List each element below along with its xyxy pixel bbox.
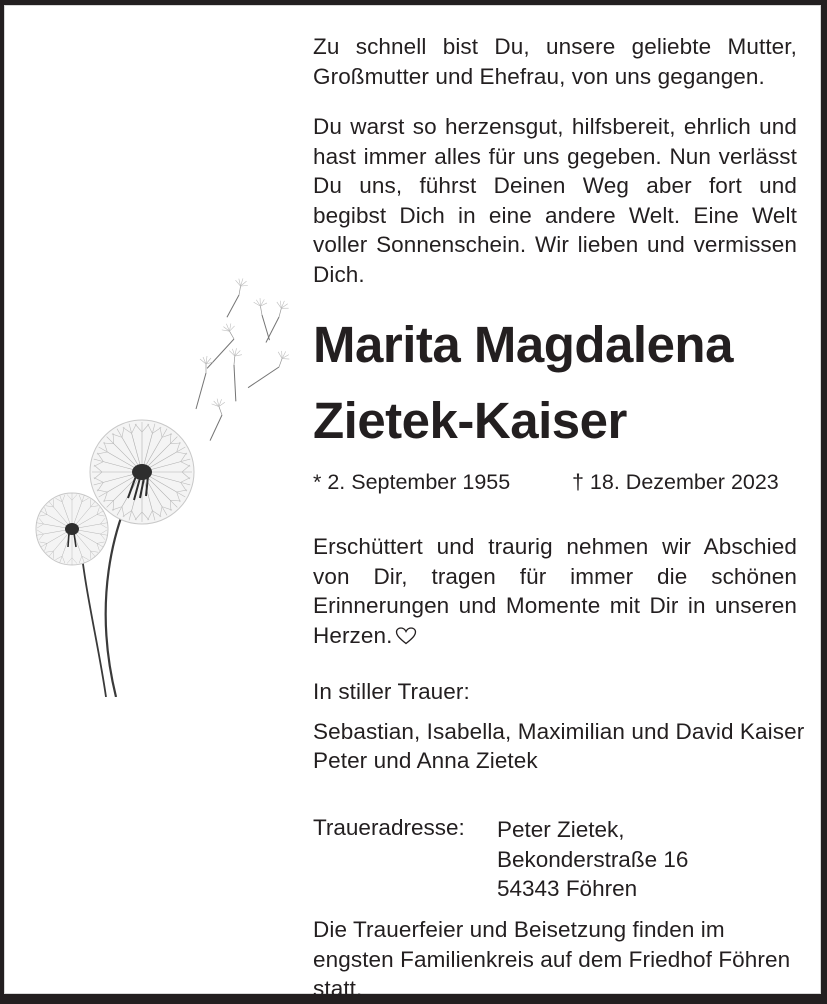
- address-line: Bekonderstraße 16: [497, 846, 689, 872]
- mourning-address: [497, 815, 688, 904]
- deceased-name-line-1: Marita Magdalena: [313, 316, 733, 373]
- intro-verse-paragraph-2: Du warst so herzensgut, hilfsbereit, ehrlich und hast immer alles für uns gegeben. Nun verlässt Du uns, führst Deinen Weg aber fort und begibst Dich in eine andere Welt. Eine Welt voller Sonnenschein. Wir lieben und vermissen Dich.: [313, 114, 797, 287]
- address-line: 54343 Föhren: [497, 876, 638, 902]
- farewell-paragraph: [313, 532, 797, 650]
- dandelion-head-large: [90, 420, 194, 524]
- address-label: Traueradresse:: [313, 815, 465, 840]
- deceased-name-line-2: Zietek-Kaiser: [313, 392, 627, 449]
- farewell-text: Erschüttert und traurig nehmen wir Abschied von Dir, tragen für immer die schönen Erinnerungen und Momente mit Dir in unseren Herzen.: [313, 534, 797, 648]
- address-line: Peter Zietek,: [497, 817, 625, 842]
- mourner-line: Peter und Anna Zietek: [313, 748, 538, 773]
- intro-verse-paragraph-1: Zu schnell bist Du, unsere geliebte Mutter, Großmutter und Ehefrau, von uns gegangen.: [313, 34, 797, 89]
- mourners-heading: In stiller Trauer:: [313, 679, 470, 704]
- dandelion-head-small: [36, 493, 109, 565]
- mourner-line: Sebastian, Isabella, Maximilian und David Kaiser: [313, 719, 805, 744]
- flying-seeds: [193, 277, 292, 441]
- death-date: † 18. Dezember 2023: [572, 470, 779, 494]
- birth-date: * 2. September 1955: [313, 470, 511, 494]
- dandelion-illustration: [14, 267, 294, 697]
- heart-outline-icon: [395, 627, 417, 645]
- closing-note: Die Trauerfeier und Beisetzung finden im engsten Familienkreis auf dem Friedhof Föhren statt.: [313, 917, 791, 1002]
- obituary-card: [4, 5, 821, 1002]
